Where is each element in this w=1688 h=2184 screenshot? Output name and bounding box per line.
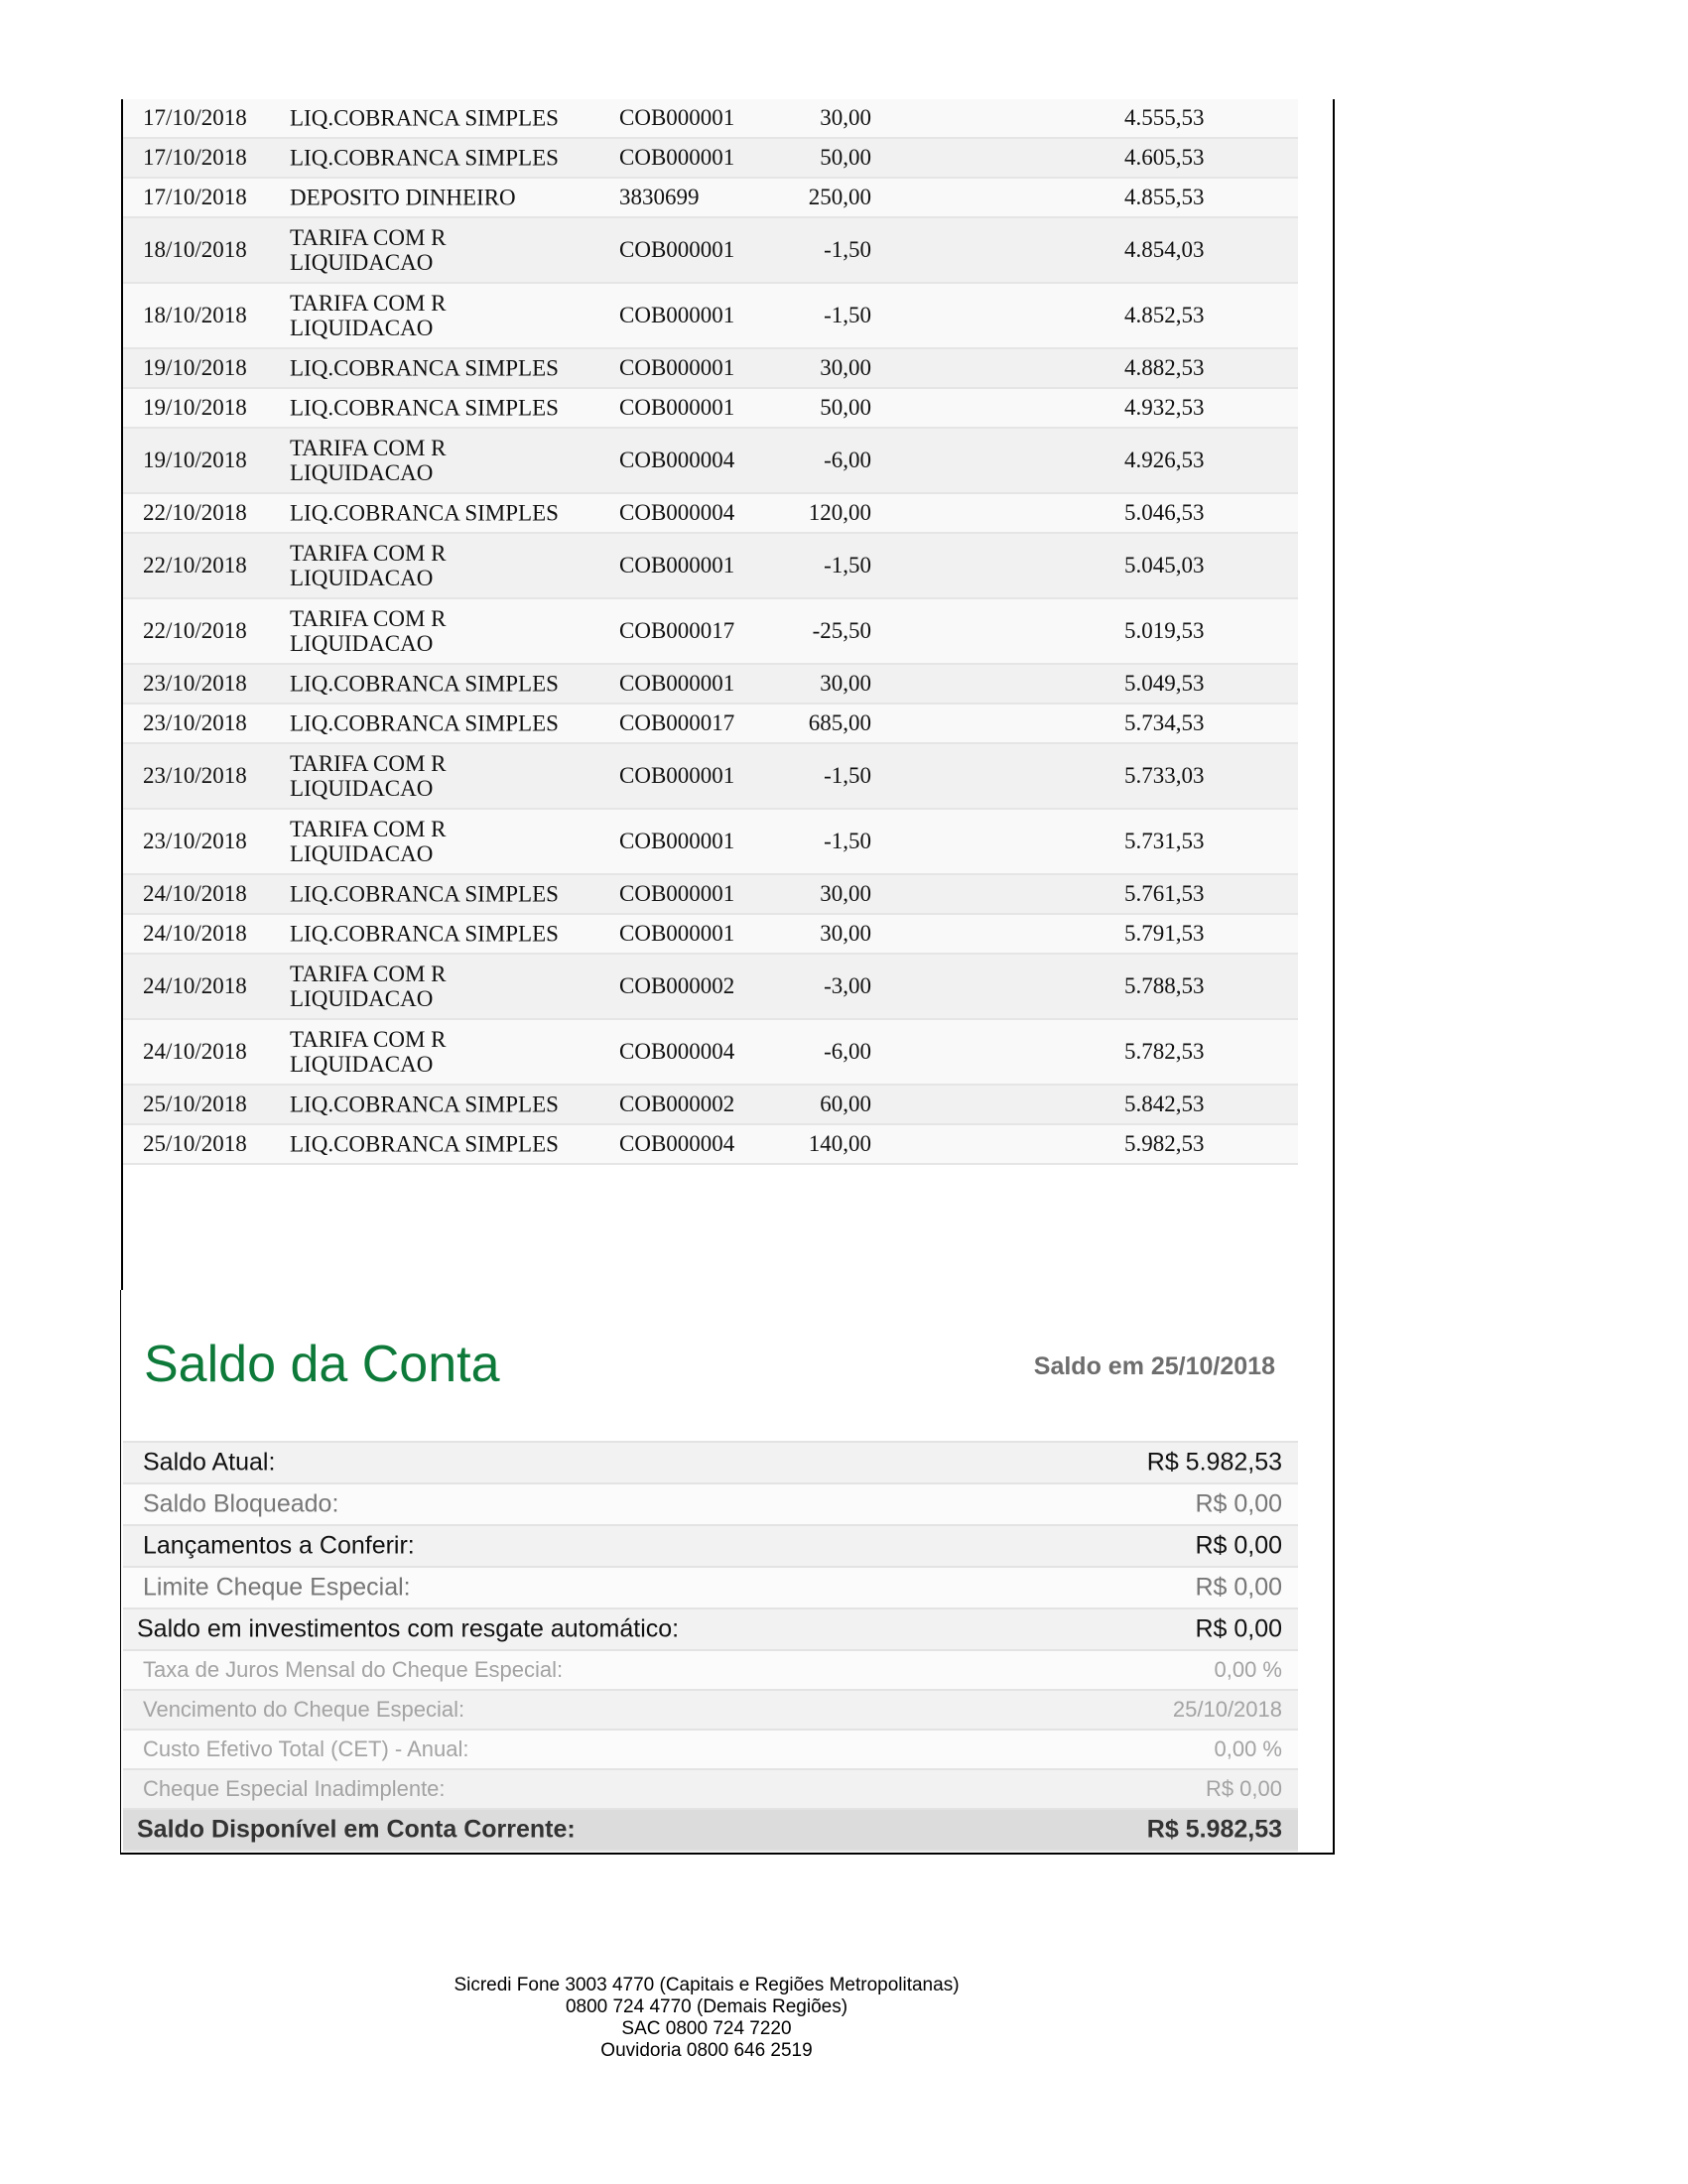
description-line: LIQ.COBRANCA SIMPLES <box>290 1131 559 1157</box>
transaction-value: 120,00 <box>808 500 871 525</box>
transaction-document: 3830699 <box>619 185 700 209</box>
transaction-date: 22/10/2018 <box>143 618 247 643</box>
table-row <box>123 429 1298 494</box>
summary-value: R$ 5.982,53 <box>1146 1815 1282 1844</box>
summary-value: R$ 0,00 <box>1195 1531 1282 1560</box>
transaction-value: 30,00 <box>820 921 871 946</box>
transaction-value: -25,50 <box>812 618 871 643</box>
transaction-value: 250,00 <box>808 185 871 209</box>
description-line: LIQ.COBRANCA SIMPLES <box>290 881 559 907</box>
table-row <box>123 389 1298 429</box>
summary-value: R$ 0,00 <box>1195 1573 1282 1602</box>
transaction-balance: 5.842,53 <box>1124 1092 1205 1116</box>
transaction-date: 23/10/2018 <box>143 763 247 788</box>
transaction-balance: 5.791,53 <box>1124 921 1205 946</box>
transaction-value: 30,00 <box>820 671 871 696</box>
transaction-date: 19/10/2018 <box>143 448 247 472</box>
transaction-date: 23/10/2018 <box>143 710 247 735</box>
transactions-table <box>123 99 1298 1165</box>
transaction-value: -1,50 <box>824 553 871 578</box>
table-row <box>123 1086 1298 1125</box>
transaction-balance: 5.046,53 <box>1124 500 1205 525</box>
summary-row <box>123 1651 1298 1691</box>
description-line: LIQ.COBRANCA SIMPLES <box>290 1092 559 1117</box>
transaction-balance: 5.731,53 <box>1124 829 1205 853</box>
transaction-document: COB000001 <box>619 145 735 170</box>
transaction-balance: 5.761,53 <box>1124 881 1205 906</box>
table-row <box>123 139 1298 179</box>
transaction-document: COB000002 <box>619 1092 735 1116</box>
summary-label: Custo Efetivo Total (CET) - Anual: <box>143 1736 469 1761</box>
transaction-balance: 5.045,03 <box>1124 553 1205 578</box>
summary-value: 0,00 % <box>1214 1736 1282 1761</box>
description-line: LIQ.COBRANCA SIMPLES <box>290 500 559 526</box>
summary-label: Limite Cheque Especial: <box>143 1573 411 1602</box>
transaction-description <box>290 711 559 736</box>
transaction-value: 30,00 <box>820 105 871 130</box>
summary-row <box>123 1609 1298 1651</box>
transaction-date: 19/10/2018 <box>143 355 247 380</box>
transaction-description <box>290 396 559 421</box>
transaction-description <box>290 606 447 656</box>
transaction-document: COB000001 <box>619 829 735 853</box>
transaction-value: 30,00 <box>820 881 871 906</box>
table-row <box>123 915 1298 955</box>
transaction-date: 25/10/2018 <box>143 1092 247 1116</box>
description-line: LIQUIDACAO <box>290 986 434 1011</box>
transaction-document: COB000001 <box>619 553 735 578</box>
transaction-value: 50,00 <box>820 395 871 420</box>
transaction-document: COB000001 <box>619 881 735 906</box>
transaction-value: 30,00 <box>820 355 871 380</box>
transaction-date: 24/10/2018 <box>143 973 247 998</box>
transaction-balance: 5.982,53 <box>1124 1131 1205 1156</box>
summary-label: Vencimento do Cheque Especial: <box>143 1697 465 1722</box>
transaction-description <box>290 962 447 1011</box>
transaction-document: COB000004 <box>619 500 735 525</box>
transaction-balance: 4.555,53 <box>1124 105 1205 130</box>
transaction-value: 685,00 <box>808 710 871 735</box>
transaction-value: -1,50 <box>824 237 871 262</box>
transaction-description <box>290 672 559 697</box>
description-line: LIQ.COBRANCA SIMPLES <box>290 671 559 697</box>
transaction-document: COB000001 <box>619 355 735 380</box>
transaction-date: 22/10/2018 <box>143 553 247 578</box>
description-line: LIQ.COBRANCA SIMPLES <box>290 395 559 421</box>
transaction-date: 23/10/2018 <box>143 671 247 696</box>
summary-row <box>123 1568 1298 1609</box>
frame-border-bottom <box>120 1853 1335 1855</box>
description-line: LIQUIDACAO <box>290 460 434 485</box>
transaction-date: 24/10/2018 <box>143 1039 247 1064</box>
transaction-description <box>290 356 559 381</box>
transaction-description <box>290 501 559 526</box>
table-row <box>123 955 1298 1020</box>
transaction-document: COB000001 <box>619 105 735 130</box>
summary-row <box>123 1484 1298 1526</box>
summary-label: Saldo Atual: <box>143 1448 276 1477</box>
table-row <box>123 218 1298 284</box>
transaction-document: COB000002 <box>619 973 735 998</box>
transaction-document: COB000004 <box>619 1039 735 1064</box>
transaction-document: COB000001 <box>619 921 735 946</box>
transaction-value: -6,00 <box>824 448 871 472</box>
transaction-document: COB000001 <box>619 237 735 262</box>
transaction-description <box>290 1027 447 1077</box>
transaction-description <box>290 1132 559 1157</box>
transaction-date: 17/10/2018 <box>143 145 247 170</box>
frame-border-right <box>1333 99 1335 1854</box>
transaction-description <box>290 225 447 275</box>
table-row <box>123 179 1298 218</box>
transaction-balance: 4.854,03 <box>1124 237 1205 262</box>
description-line: TARIFA COM R <box>290 436 447 460</box>
description-line: TARIFA COM R <box>290 541 447 566</box>
transaction-description <box>290 186 516 210</box>
description-line: DEPOSITO DINHEIRO <box>290 185 516 210</box>
summary-label: Cheque Especial Inadimplente: <box>143 1776 446 1801</box>
summary-row <box>123 1810 1298 1852</box>
transaction-date: 19/10/2018 <box>143 395 247 420</box>
transaction-description <box>290 751 447 801</box>
footer-line: 0800 724 4770 (Demais Regiões) <box>565 1996 848 2017</box>
table-row <box>123 99 1298 139</box>
description-line: TARIFA COM R <box>290 1027 447 1052</box>
transaction-balance: 5.019,53 <box>1124 618 1205 643</box>
transaction-description <box>290 882 559 907</box>
transaction-description <box>290 291 447 340</box>
transaction-balance: 5.734,53 <box>1124 710 1205 735</box>
transaction-value: -1,50 <box>824 829 871 853</box>
transaction-document: COB000001 <box>619 763 735 788</box>
transaction-date: 18/10/2018 <box>143 303 247 327</box>
summary-row <box>123 1731 1298 1770</box>
summary-row <box>123 1770 1298 1810</box>
footer-line: SAC 0800 724 7220 <box>621 2018 792 2039</box>
transaction-balance: 5.049,53 <box>1124 671 1205 696</box>
description-line: LIQ.COBRANCA SIMPLES <box>290 710 559 736</box>
description-line: TARIFA COM R <box>290 225 447 250</box>
table-row <box>123 599 1298 665</box>
transaction-balance: 4.932,53 <box>1124 395 1205 420</box>
table-row <box>123 744 1298 810</box>
transaction-date: 23/10/2018 <box>143 829 247 853</box>
summary-value: 0,00 % <box>1214 1657 1282 1682</box>
transaction-value: 60,00 <box>820 1092 871 1116</box>
table-row <box>123 810 1298 875</box>
summary-value: 25/10/2018 <box>1172 1697 1282 1722</box>
footer-contacts <box>0 1975 1413 2062</box>
transaction-balance: 4.605,53 <box>1124 145 1205 170</box>
transaction-date: 24/10/2018 <box>143 881 247 906</box>
summary-row <box>123 1526 1298 1568</box>
frame-border-left-lower <box>120 1290 121 1854</box>
transaction-description <box>290 436 447 485</box>
footer-line: Ouvidoria 0800 646 2519 <box>600 2040 813 2061</box>
transaction-balance: 4.855,53 <box>1124 185 1205 209</box>
transaction-date: 18/10/2018 <box>143 237 247 262</box>
transaction-balance: 5.788,53 <box>1124 973 1205 998</box>
description-line: LIQUIDACAO <box>290 250 434 275</box>
summary-value: R$ 5.982,53 <box>1146 1448 1282 1477</box>
summary-row <box>123 1691 1298 1731</box>
transaction-value: -3,00 <box>824 973 871 998</box>
transaction-value: 140,00 <box>808 1131 871 1156</box>
transaction-description <box>290 922 559 947</box>
description-line: LIQ.COBRANCA SIMPLES <box>290 355 559 381</box>
description-line: TARIFA COM R <box>290 751 447 776</box>
table-row <box>123 494 1298 534</box>
transaction-document: COB000001 <box>619 303 735 327</box>
description-line: TARIFA COM R <box>290 817 447 841</box>
summary-label: Lançamentos a Conferir: <box>143 1531 415 1560</box>
table-row <box>123 875 1298 915</box>
summary-row <box>123 1443 1298 1484</box>
transaction-value: -6,00 <box>824 1039 871 1064</box>
transaction-balance: 4.852,53 <box>1124 303 1205 327</box>
description-line: LIQ.COBRANCA SIMPLES <box>290 145 559 171</box>
description-line: LIQUIDACAO <box>290 1052 434 1077</box>
description-line: LIQUIDACAO <box>290 841 434 866</box>
summary-label: Saldo em investimentos com resgate automático: <box>137 1614 680 1643</box>
transaction-value: -1,50 <box>824 763 871 788</box>
summary-label: Saldo Bloqueado: <box>143 1489 339 1518</box>
transaction-date: 24/10/2018 <box>143 921 247 946</box>
transaction-document: COB000017 <box>619 618 735 643</box>
transaction-balance: 5.733,03 <box>1124 763 1205 788</box>
balance-summary <box>123 1441 1298 1852</box>
transaction-document: COB000017 <box>619 710 735 735</box>
summary-label: Saldo Disponível em Conta Corrente: <box>137 1815 576 1844</box>
summary-label: Taxa de Juros Mensal do Cheque Especial: <box>143 1657 564 1682</box>
description-line: LIQUIDACAO <box>290 566 434 590</box>
transaction-value: -1,50 <box>824 303 871 327</box>
transaction-date: 22/10/2018 <box>143 500 247 525</box>
table-row <box>123 665 1298 705</box>
transaction-document: COB000004 <box>619 1131 735 1156</box>
transaction-date: 25/10/2018 <box>143 1131 247 1156</box>
description-line: LIQ.COBRANCA SIMPLES <box>290 105 559 131</box>
summary-value: R$ 0,00 <box>1195 1489 1282 1518</box>
description-line: TARIFA COM R <box>290 962 447 986</box>
description-line: LIQUIDACAO <box>290 631 434 656</box>
transaction-description <box>290 106 559 131</box>
transaction-description <box>290 541 447 590</box>
footer-line: Sicredi Fone 3003 4770 (Capitais e Regiões Metropolitanas) <box>454 1975 960 1995</box>
description-line: LIQUIDACAO <box>290 316 434 340</box>
table-row <box>123 705 1298 744</box>
transaction-balance: 4.926,53 <box>1124 448 1205 472</box>
saldo-title: Saldo da Conta <box>144 1336 500 1393</box>
transaction-date: 17/10/2018 <box>143 105 247 130</box>
summary-value: R$ 0,00 <box>1205 1776 1282 1801</box>
table-row <box>123 1020 1298 1086</box>
table-row <box>123 534 1298 599</box>
table-row <box>123 284 1298 349</box>
transaction-value: 50,00 <box>820 145 871 170</box>
table-row <box>123 349 1298 389</box>
transaction-balance: 5.782,53 <box>1124 1039 1205 1064</box>
transaction-date: 17/10/2018 <box>143 185 247 209</box>
transaction-description <box>290 817 447 866</box>
transaction-balance: 4.882,53 <box>1124 355 1205 380</box>
transaction-description <box>290 146 559 171</box>
transaction-document: COB000004 <box>619 448 735 472</box>
saldo-date: Saldo em 25/10/2018 <box>1033 1352 1275 1380</box>
transaction-document: COB000001 <box>619 671 735 696</box>
description-line: LIQUIDACAO <box>290 776 434 801</box>
transaction-document: COB000001 <box>619 395 735 420</box>
transaction-description <box>290 1092 559 1117</box>
description-line: TARIFA COM R <box>290 606 447 631</box>
description-line: TARIFA COM R <box>290 291 447 316</box>
description-line: LIQ.COBRANCA SIMPLES <box>290 921 559 947</box>
table-row <box>123 1125 1298 1165</box>
summary-value: R$ 0,00 <box>1195 1614 1282 1643</box>
